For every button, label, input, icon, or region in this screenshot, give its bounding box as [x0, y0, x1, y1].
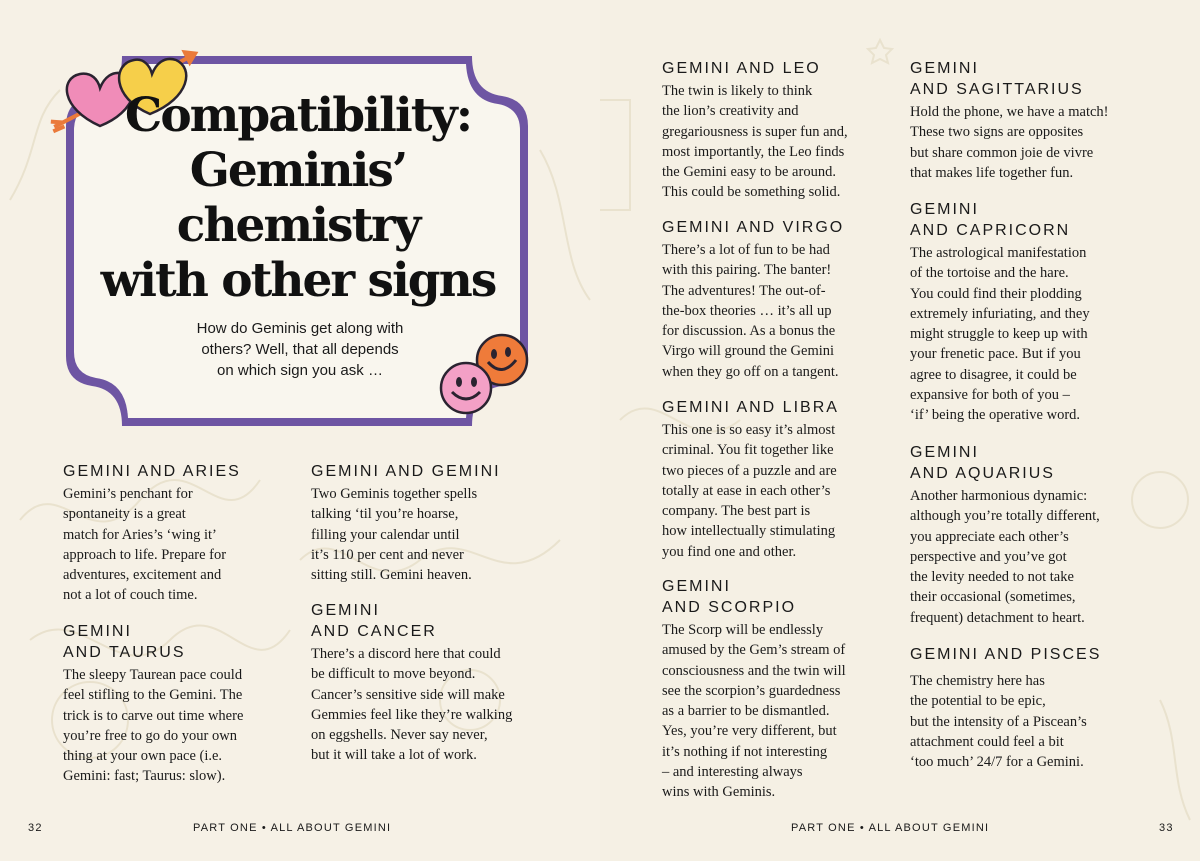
- section-gemini-gemini: [311, 461, 561, 585]
- section-heading: GEMINI AND PISCES: [910, 646, 1102, 663]
- section-heading: GEMINI AND GEMINI: [311, 463, 501, 480]
- pink-smiley-icon: [438, 360, 494, 416]
- section-gemini-capricorn: [910, 199, 1160, 426]
- section-gemini-pisces: [910, 644, 1160, 772]
- section-gemini-aries: [63, 461, 303, 606]
- section-body: The Scorp will be endlessly amused by the Gem’s stream of consciousness and the twin will see the scorpion’s guardedness as a barrier to be dismantled. Yes, you’re very different, but it’s nothing if not interesting – and interesting always wins with Geminis.: [662, 622, 846, 801]
- section-heading: GEMINI AND SCORPIO: [662, 578, 797, 616]
- section-gemini-cancer: [311, 600, 561, 766]
- section-gemini-virgo: [662, 217, 898, 382]
- section-body: The chemistry here has the potential to be epic, but the intensity of a Piscean’s attachment could feel a bit ‘too much’ 24/7 for a Gemini.: [910, 673, 1087, 771]
- section-body: The twin is likely to think the lion’s creativity and gregariousness is super fun and, most importantly, the Leo finds the Gemini easy to be around. This could be something solid.: [662, 83, 848, 201]
- section-gemini-aquarius: [910, 442, 1160, 628]
- section-heading: GEMINI AND ARIES: [63, 463, 241, 480]
- section-body: Gemini’s penchant for spontaneity is a great match for Aries’s ‘wing it’ approach to life. Prepare for adventures, excitement and not a lot of couch time.: [63, 486, 227, 604]
- section-gemini-sagittarius: [910, 58, 1160, 183]
- section-heading: GEMINI AND SAGITTARIUS: [910, 60, 1084, 98]
- right-running-head: PART ONE • ALL ABOUT GEMINI: [791, 822, 990, 834]
- left-running-head: PART ONE • ALL ABOUT GEMINI: [193, 822, 392, 834]
- section-body: There’s a discord here that could be difficult to move beyond. Cancer’s sensitive side will make Gemmies feel like they’re walking on eggshells. Never say never, but it will take a lot of work.: [311, 646, 513, 764]
- section-body: The astrological manifestation of the tortoise and the hare. You could find their plodding extremely infuriating, and they might struggle to keep up with your frenetic pace. But if you agree to disagree, it could be expansive for both of you – ‘if’ being the operative word.: [910, 245, 1090, 424]
- right-page-number: 33: [1159, 822, 1174, 834]
- section-gemini-leo: [662, 58, 898, 203]
- section-heading: GEMINI AND CANCER: [311, 602, 437, 640]
- section-body: The sleepy Taurean pace could feel stifling to the Gemini. The trick is to carve out time where you’re free to go do your own thing at your own pace (i.e. Gemini: fast; Taurus: slow).: [63, 667, 244, 785]
- section-heading: GEMINI AND LIBRA: [662, 399, 839, 416]
- section-gemini-taurus: [63, 621, 303, 787]
- section-heading: GEMINI AND LEO: [662, 60, 821, 77]
- section-body: Hold the phone, we have a match! These two signs are opposites but share common joie de vivre that makes life together fun.: [910, 104, 1109, 181]
- section-heading: GEMINI AND TAURUS: [63, 623, 186, 661]
- section-body: Another harmonious dynamic: although you’re totally different, you appreciate each other’s perspective and you’ve got the levity needed to not take their occasional (sometimes, frequent) detachment to heart.: [910, 488, 1100, 626]
- section-gemini-scorpio: [662, 576, 898, 803]
- section-heading: GEMINI AND AQUARIUS: [910, 444, 1055, 482]
- section-body: There’s a lot of fun to be had with this pairing. The banter! The adventures! The out-of- the-box theories … it’s all up for discussion. As a bonus the Virgo will ground the Gemini when they go off on a tangent.: [662, 242, 839, 380]
- page-title: Compatibility: Geminis’ chemistry with other signs: [100, 88, 496, 308]
- left-page-number: 32: [28, 822, 43, 834]
- section-body: Two Geminis together spells talking ‘til you’re hoarse, filling your calendar until it’s 110 per cent and never sitting still. Gemini heaven.: [311, 486, 478, 584]
- section-heading: GEMINI AND CAPRICORN: [910, 201, 1071, 239]
- section-gemini-libra: [662, 397, 898, 562]
- section-body: This one is so easy it’s almost criminal. You fit together like two pieces of a puzzle and are totally at ease in each other’s company. The best part is how intellectually stimulating you find one and other.: [662, 422, 837, 560]
- intro-text: How do Geminis get along with others? Well, that all depends on which sign you ask …: [196, 320, 404, 379]
- section-heading: GEMINI AND VIRGO: [662, 219, 845, 236]
